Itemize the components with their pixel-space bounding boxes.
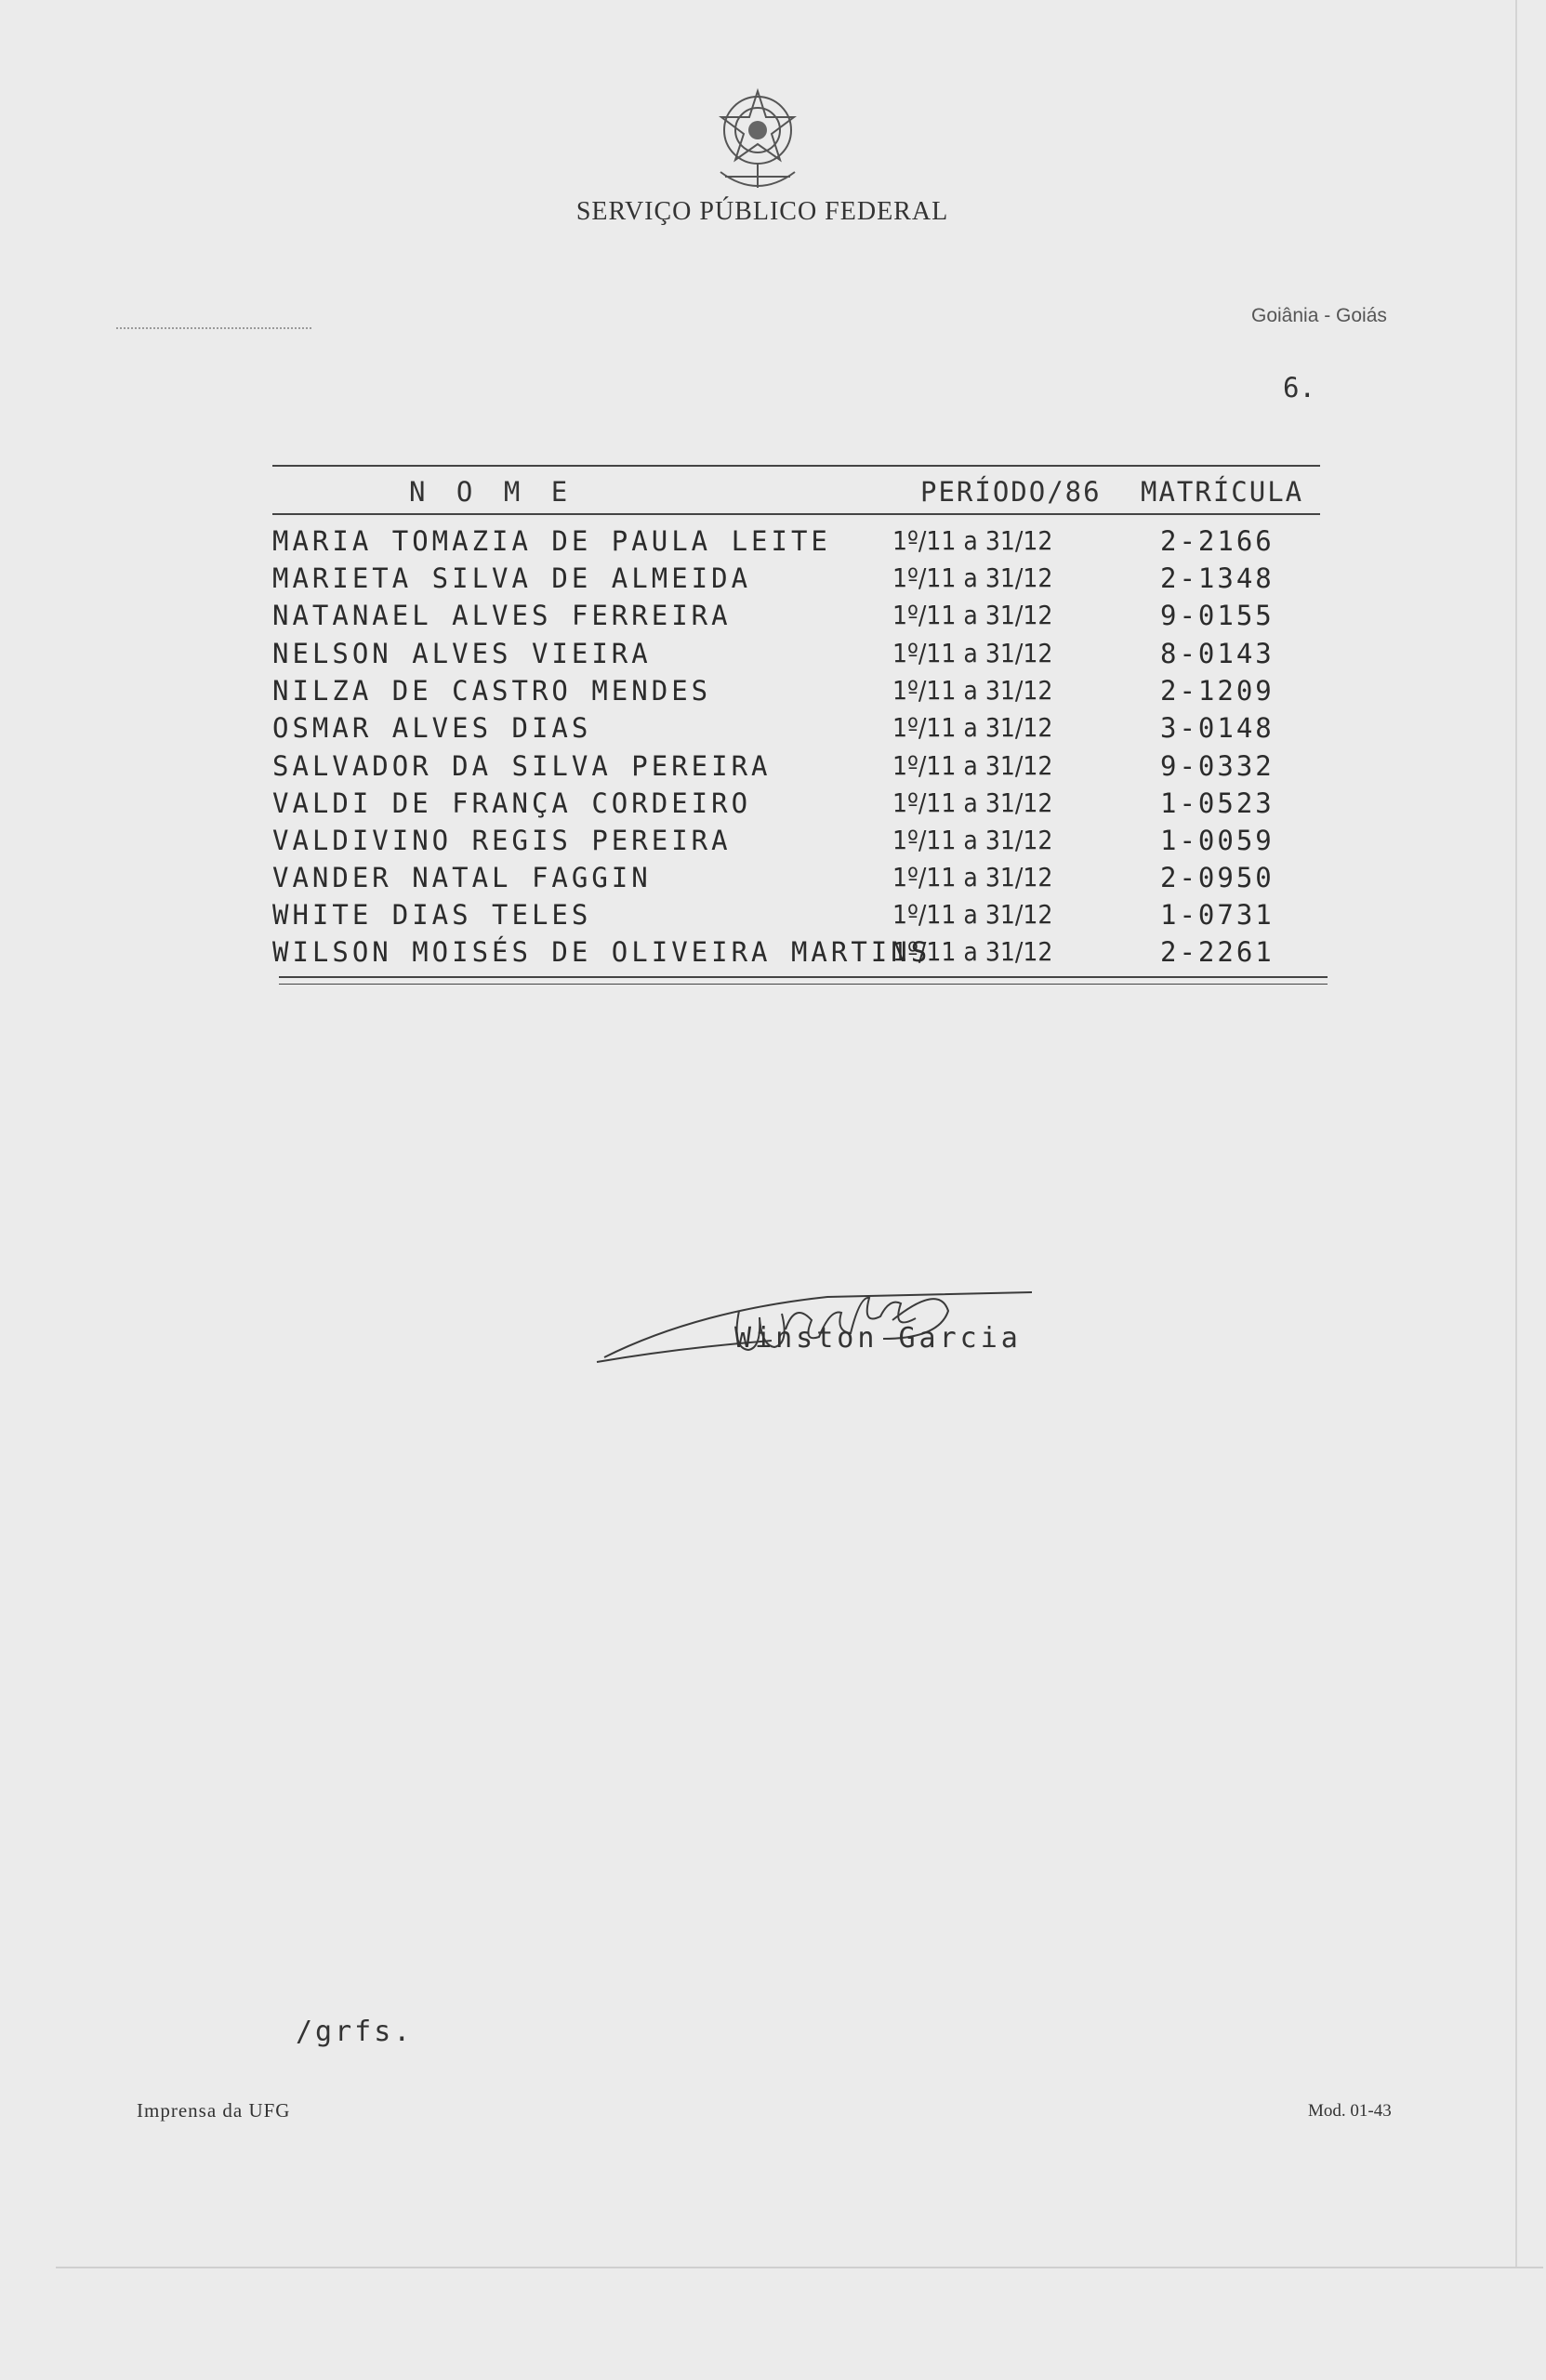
dotted-field — [116, 327, 311, 329]
cell-matricula: 2-2166 — [1160, 525, 1275, 557]
cell-period: 1º/11 a 31/12 — [892, 936, 1053, 967]
institution-title: SERVIÇO PÚBLICO FEDERAL — [575, 197, 949, 226]
cell-matricula: 1-0523 — [1160, 787, 1275, 819]
column-header-matricula: MATRÍCULA — [1141, 476, 1304, 508]
cell-name: VANDER NATAL FAGGIN — [272, 862, 652, 893]
table-row — [0, 600, 1546, 637]
cell-name: VALDIVINO REGIS PEREIRA — [272, 825, 732, 856]
footer-form-code: Mod. 01-43 — [1308, 2101, 1392, 2121]
cell-matricula: 8-0143 — [1160, 638, 1275, 669]
cell-name: OSMAR ALVES DIAS — [272, 712, 592, 744]
cell-name: VALDI DE FRANÇA CORDEIRO — [272, 787, 752, 819]
cell-matricula: 1-0059 — [1160, 825, 1275, 856]
table-bottom-rule-double — [279, 984, 1328, 985]
table-row — [0, 525, 1546, 562]
column-header-periodo: PERÍODO/86 — [920, 476, 1102, 508]
cell-period: 1º/11 a 31/12 — [892, 562, 1053, 593]
table-row — [0, 712, 1546, 749]
cell-name: WILSON MOISÉS DE OLIVEIRA MARTINS — [272, 936, 932, 968]
cell-name: MARIA TOMAZIA DE PAULA LEITE — [272, 525, 831, 557]
place-label: Goiânia - Goiás — [1251, 305, 1387, 326]
column-header-nome: N O M E — [409, 476, 575, 508]
cell-name: SALVADOR DA SILVA PEREIRA — [272, 750, 772, 782]
cell-period: 1º/11 a 31/12 — [892, 600, 1053, 630]
cell-period: 1º/11 a 31/12 — [892, 750, 1053, 781]
cell-period: 1º/11 a 31/12 — [892, 525, 1053, 556]
signatory-name: Winston Garcia — [734, 1322, 1022, 1355]
table-row — [0, 862, 1546, 899]
cell-period: 1º/11 a 31/12 — [892, 862, 1053, 892]
cell-matricula: 9-0332 — [1160, 750, 1275, 782]
cell-matricula: 2-1209 — [1160, 675, 1275, 707]
table-top-rule — [272, 465, 1320, 467]
cell-period: 1º/11 a 31/12 — [892, 787, 1053, 818]
footer-printer: Imprensa da UFG — [137, 2099, 291, 2122]
cell-name: MARIETA SILVA DE ALMEIDA — [272, 562, 752, 594]
cell-period: 1º/11 a 31/12 — [892, 675, 1053, 706]
cell-period: 1º/11 a 31/12 — [892, 899, 1053, 930]
cell-matricula: 9-0155 — [1160, 600, 1275, 631]
page-number: 6. — [1283, 372, 1315, 403]
table-row — [0, 562, 1546, 600]
cell-period: 1º/11 a 31/12 — [892, 825, 1053, 855]
cell-matricula: 3-0148 — [1160, 712, 1275, 744]
table-row — [0, 825, 1546, 862]
typist-initials: /grfs. — [296, 2016, 414, 2048]
cell-name: NILZA DE CASTRO MENDES — [272, 675, 712, 707]
cell-name: NELSON ALVES VIEIRA — [272, 638, 652, 669]
table-row — [0, 750, 1546, 787]
page-edge-bottom — [56, 2267, 1543, 2268]
table-row — [0, 787, 1546, 825]
table-bottom-rule — [279, 976, 1328, 978]
table-row — [0, 638, 1546, 675]
cell-name: NATANAEL ALVES FERREIRA — [272, 600, 732, 631]
table-row — [0, 936, 1546, 973]
cell-matricula: 1-0731 — [1160, 899, 1275, 931]
table-row — [0, 899, 1546, 936]
cell-period: 1º/11 a 31/12 — [892, 638, 1053, 668]
handwritten-signature — [586, 1255, 1106, 1376]
cell-name: WHITE DIAS TELES — [272, 899, 592, 931]
table-header-rule — [272, 513, 1320, 515]
table-row — [0, 675, 1546, 712]
coat-of-arms-icon — [707, 84, 809, 205]
cell-matricula: 2-2261 — [1160, 936, 1275, 968]
page-edge-right — [1515, 0, 1517, 2268]
cell-matricula: 2-0950 — [1160, 862, 1275, 893]
cell-matricula: 2-1348 — [1160, 562, 1275, 594]
cell-period: 1º/11 a 31/12 — [892, 712, 1053, 743]
